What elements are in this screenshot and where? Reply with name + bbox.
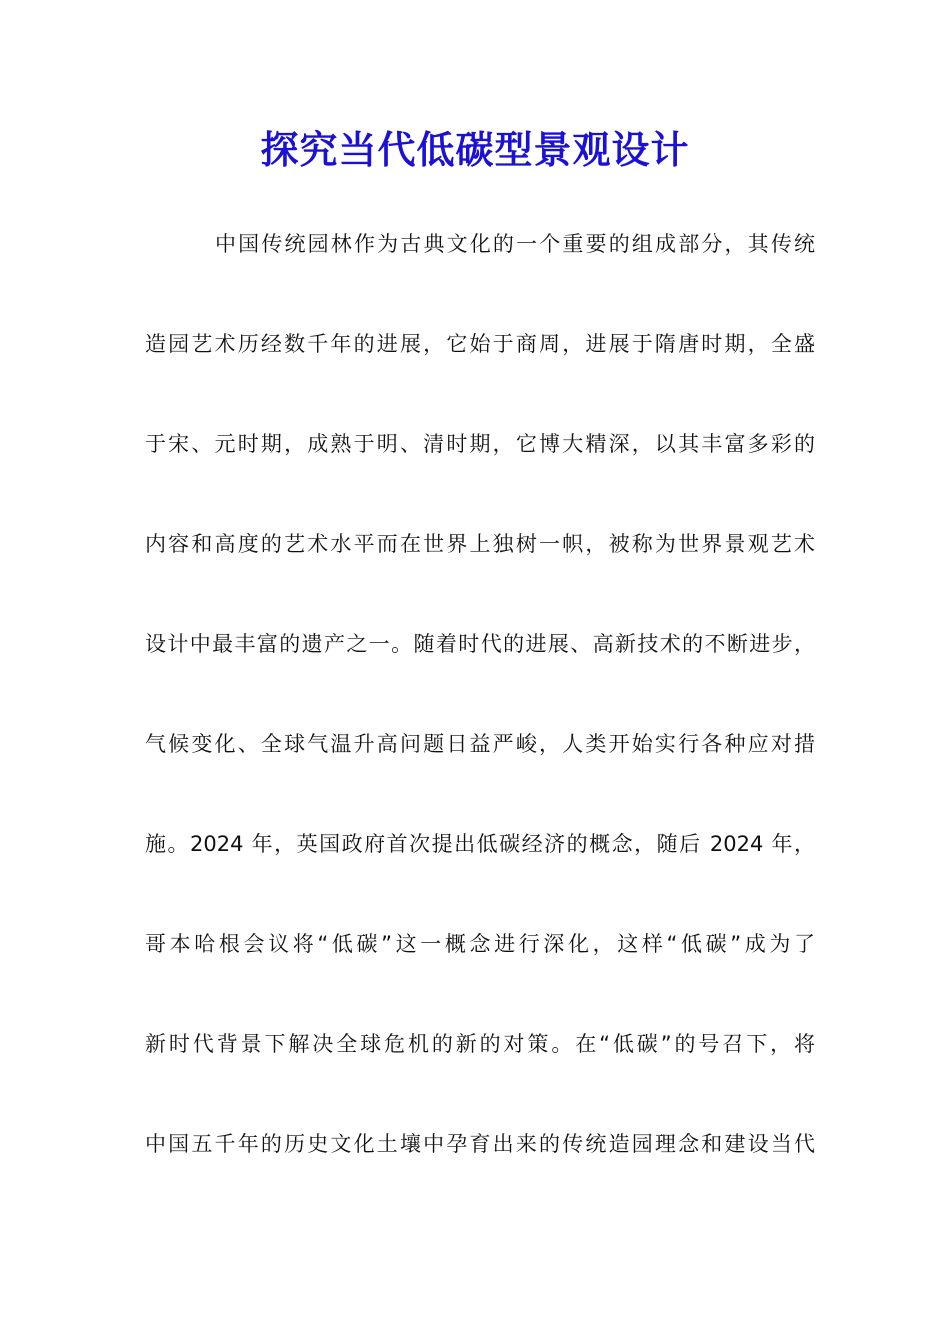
text-line: 中国五千年的历史文化土壤中孕育出来的传统造园理念和建设当代 xyxy=(145,1132,815,1156)
text-line: 设计中最丰富的遗产之一。随着时代的进展、高新技术的不断进步， xyxy=(145,632,815,656)
text-line: 造园艺术历经数千年的进展，它始于商周，进展于隋唐时期，全盛 xyxy=(145,332,815,356)
text-line: 中国传统园林作为古典文化的一个重要的组成部分，其传统 xyxy=(215,232,815,256)
text-line: 哥本哈根会议将“低碳”这一概念进行深化，这样“低碳”成为了 xyxy=(145,932,815,956)
text-line: 气候变化、全球气温升高问题日益严峻，人类开始实行各种应对措 xyxy=(145,732,815,756)
text-line: 新时代背景下解决全球危机的新的对策。在“低碳”的号召下，将 xyxy=(145,1032,815,1056)
text-line: 于宋、元时期，成熟于明、清时期，它博大精深，以其丰富多彩的 xyxy=(145,432,815,456)
body-paragraph xyxy=(145,214,815,1214)
document-title: 探究当代低碳型景观设计 xyxy=(260,127,690,172)
text-line: 内容和高度的艺术水平而在世界上独树一帜，被称为世界景观艺术 xyxy=(145,532,815,556)
text-line: 施。2024 年，英国政府首次提出低碳经济的概念，随后 2024 年， xyxy=(145,832,815,856)
